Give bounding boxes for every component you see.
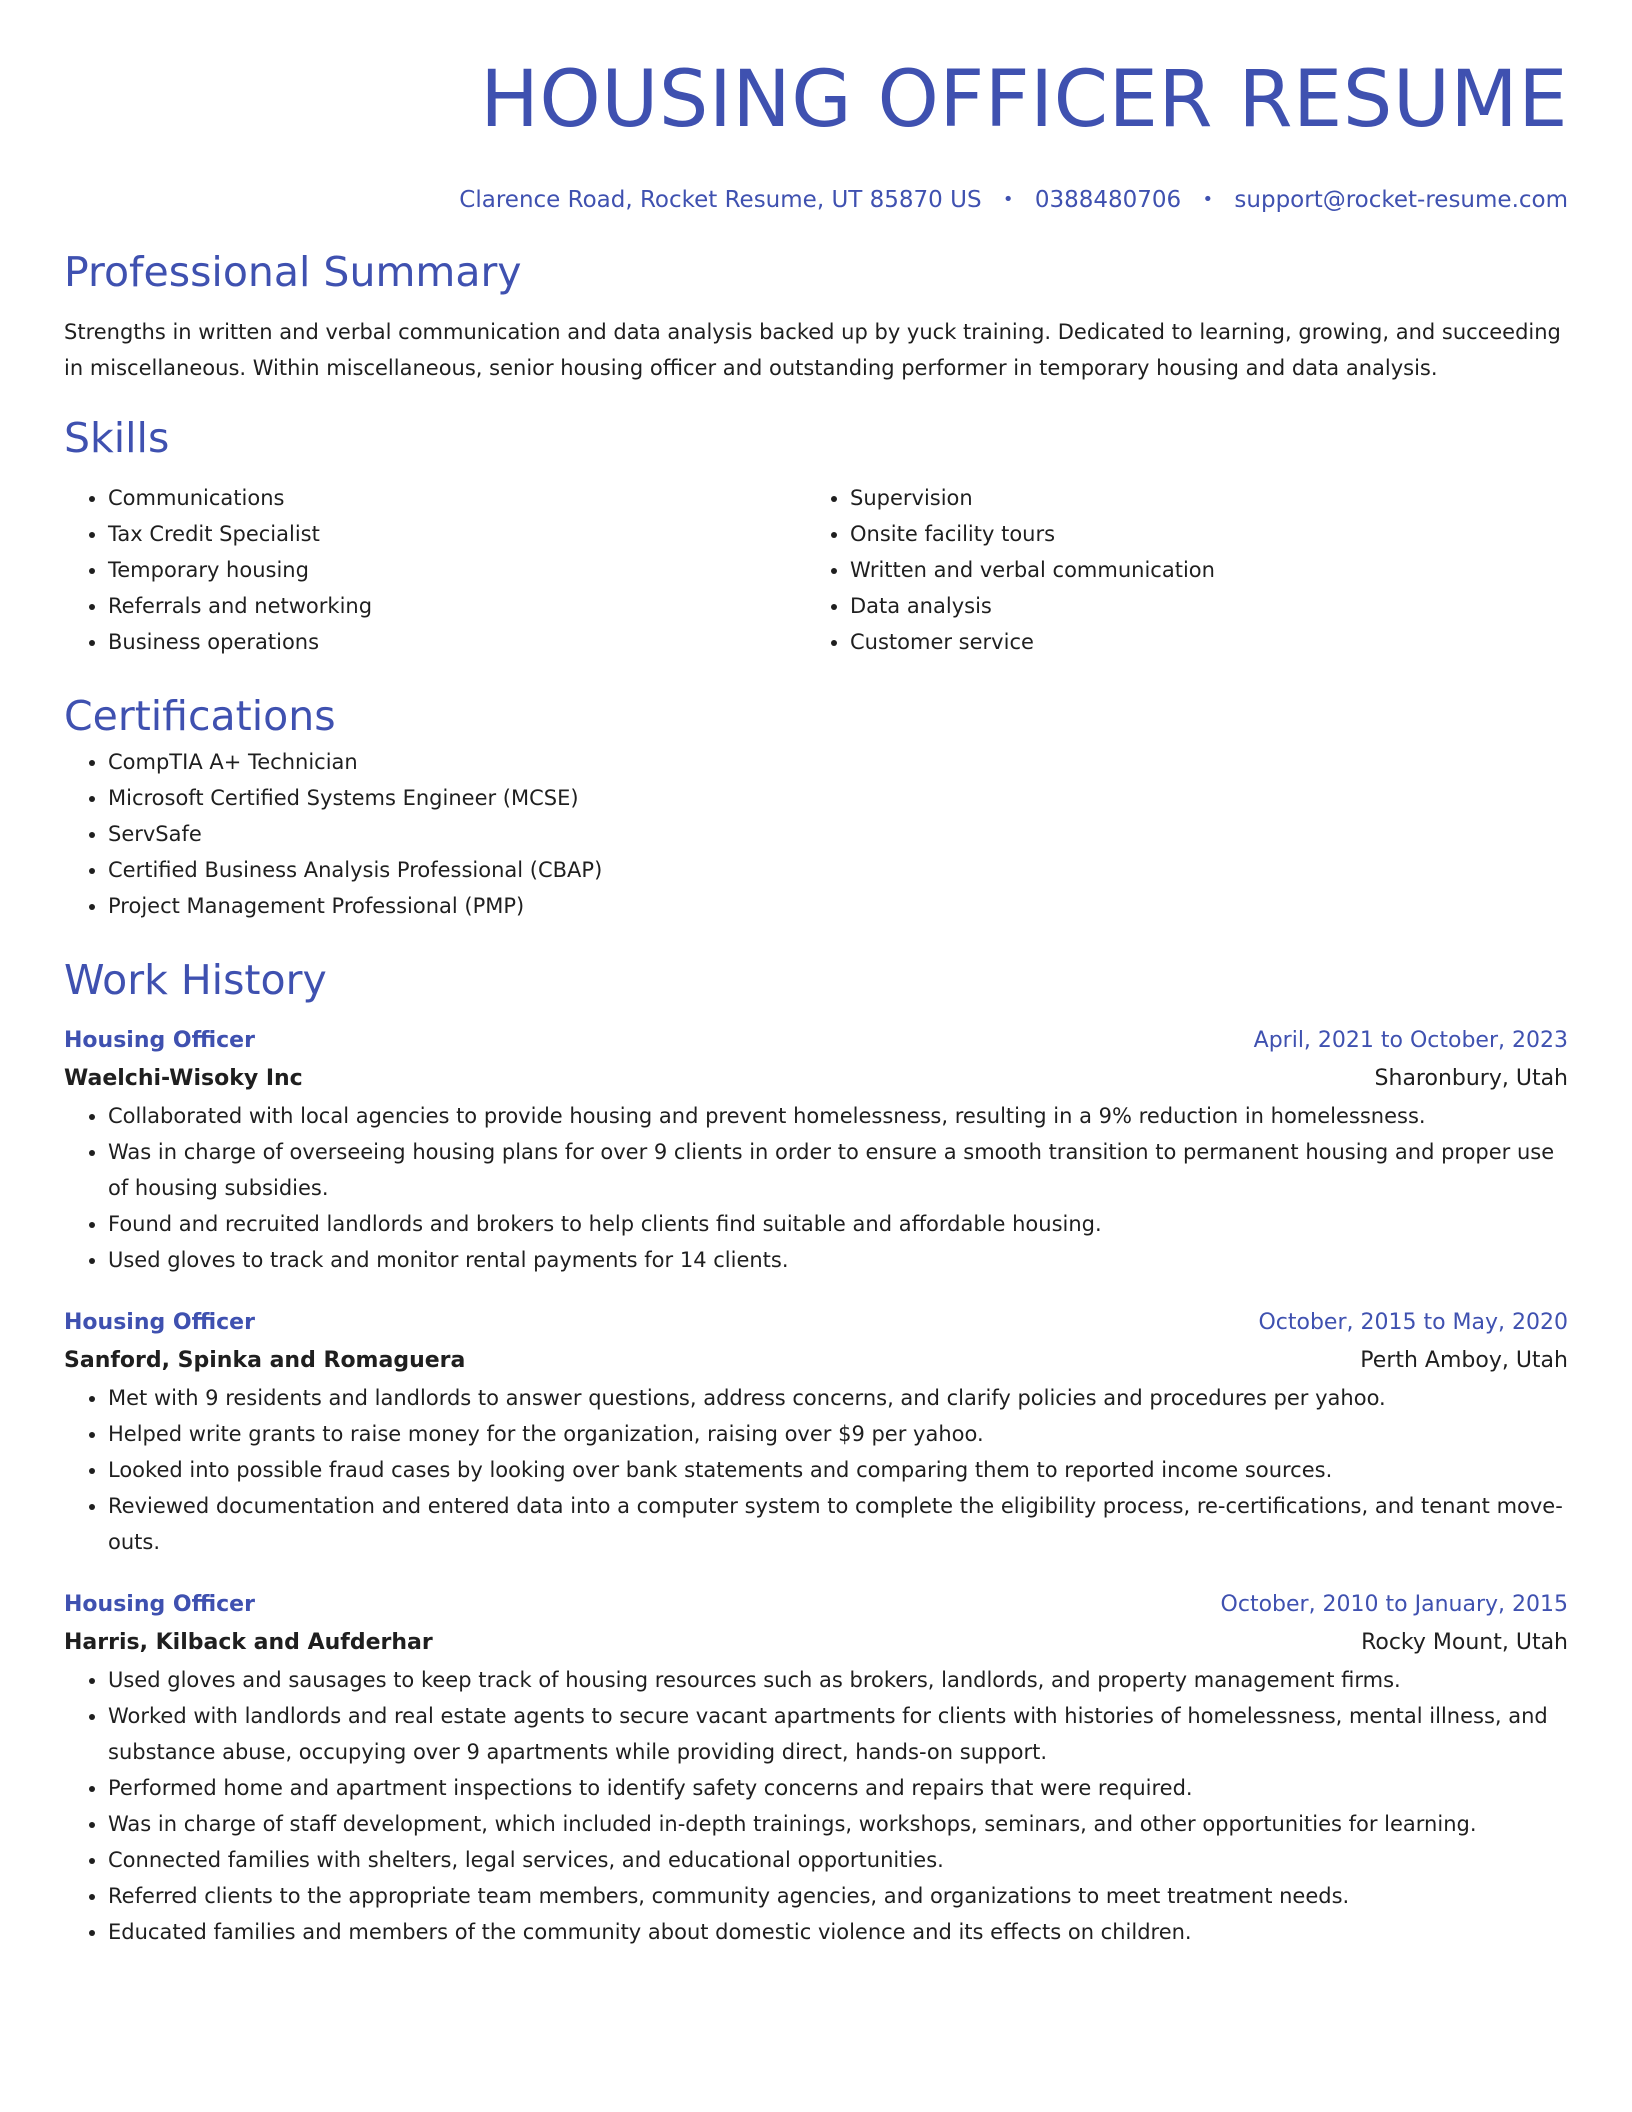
job-company: Waelchi-Wisoky Inc — [64, 1066, 303, 1091]
skills-column-left — [64, 480, 806, 660]
certification-item: • Microsoft Certified Systems Engineer (MCSE) — [108, 780, 1568, 816]
job-bullet: • Reviewed documentation and entered data into a computer system to complete the eligibility process, re-certifications, and tenant move-outs. — [108, 1488, 1568, 1560]
certification-item: • Certified Business Analysis Professional (CBAP) — [108, 852, 1568, 888]
job-dates: October, 2015 to May, 2020 — [1258, 1310, 1568, 1335]
job-bullet: • Was in charge of staff development, which included in-depth trainings, workshops, seminars, and other opportunities for learning. — [108, 1806, 1568, 1842]
job-bullet: • Helped write grants to raise money for the organization, raising over $9 per yahoo. — [108, 1416, 1568, 1452]
skill-item: • Customer service — [850, 624, 1548, 660]
skill-item: • Communications — [108, 480, 806, 516]
certifications-list — [64, 744, 1568, 924]
job-bullet: • Performed home and apartment inspections to identify safety concerns and repairs that were required. — [108, 1770, 1568, 1806]
job-dates: April, 2021 to October, 2023 — [1253, 1028, 1568, 1053]
job-title: Housing Officer — [64, 1028, 255, 1053]
contact-email[interactable]: support@rocket-resume.com — [1234, 187, 1568, 213]
contact-separator: • — [1002, 189, 1014, 210]
resume-title: HOUSING OFFICER RESUME — [480, 55, 1568, 145]
skill-item: • Supervision — [850, 480, 1548, 516]
job-entry — [64, 1022, 1568, 1278]
job-location: Rocky Mount, Utah — [1361, 1630, 1568, 1655]
skill-item: • Data analysis — [850, 588, 1548, 624]
skill-item: • Temporary housing — [108, 552, 806, 588]
skill-item: • Written and verbal communication — [850, 552, 1548, 588]
skills-heading: Skills — [64, 414, 170, 462]
job-bullet: • Used gloves and sausages to keep track of housing resources such as brokers, landlords, and property management firms. — [108, 1662, 1568, 1698]
summary-heading: Professional Summary — [64, 248, 522, 296]
job-location: Sharonbury, Utah — [1374, 1066, 1568, 1091]
summary-text: Strengths in written and verbal communication and data analysis backed up by yuck training. Dedicated to learning, growing, and succeeding in miscellaneous. Within miscellaneous, senior housing officer and outstanding performer in temporary housing and data analysis. — [64, 320, 1561, 380]
skill-item: • Business operations — [108, 624, 806, 660]
job-entry — [64, 1586, 1568, 1950]
contact-separator: • — [1202, 189, 1214, 210]
skills-column-right — [806, 480, 1548, 660]
job-bullet: • Used gloves to track and monitor rental payments for 14 clients. — [108, 1242, 1568, 1278]
job-bullets — [64, 1380, 1568, 1560]
job-company: Harris, Kilback and Aufderhar — [64, 1630, 433, 1655]
job-title: Housing Officer — [64, 1592, 255, 1617]
contact-line — [64, 184, 1568, 216]
job-bullets — [64, 1662, 1568, 1950]
skill-item: • Tax Credit Specialist — [108, 516, 806, 552]
job-bullet: • Worked with landlords and real estate agents to secure vacant apartments for clients with histories of homelessness, mental illness, and substance abuse, occupying over 9 apartments while providing direct, hands-on support. — [108, 1698, 1568, 1770]
job-bullet: • Found and recruited landlords and brokers to help clients find suitable and affordable housing. — [108, 1206, 1568, 1242]
contact-phone: 0388480706 — [1034, 187, 1182, 213]
job-location: Perth Amboy, Utah — [1360, 1348, 1568, 1373]
job-bullet: • Educated families and members of the community about domestic violence and its effects on children. — [108, 1914, 1568, 1950]
skills-grid — [64, 480, 1568, 660]
certification-item: • CompTIA A+ Technician — [108, 744, 1568, 780]
job-title: Housing Officer — [64, 1310, 255, 1335]
work-history-heading: Work History — [64, 956, 327, 1004]
job-entry — [64, 1304, 1568, 1560]
job-bullet: • Collaborated with local agencies to provide housing and prevent homelessness, resulting in a 9% reduction in homelessness. — [108, 1098, 1568, 1134]
certifications-heading: Certifications — [64, 692, 336, 740]
job-bullet: • Looked into possible fraud cases by looking over bank statements and comparing them to reported income sources. — [108, 1452, 1568, 1488]
contact-address: Clarence Road, Rocket Resume, UT 85870 US — [459, 187, 982, 213]
job-bullet: • Connected families with shelters, legal services, and educational opportunities. — [108, 1842, 1568, 1878]
certification-item: • ServSafe — [108, 816, 1568, 852]
job-bullet: • Referred clients to the appropriate team members, community agencies, and organizations to meet treatment needs. — [108, 1878, 1568, 1914]
job-bullet: • Was in charge of overseeing housing plans for over 9 clients in order to ensure a smooth transition to permanent housing and proper use of housing subsidies. — [108, 1134, 1568, 1206]
job-dates: October, 2010 to January, 2015 — [1220, 1592, 1568, 1617]
job-bullets — [64, 1098, 1568, 1278]
certification-item: • Project Management Professional (PMP) — [108, 888, 1568, 924]
job-bullet: • Met with 9 residents and landlords to answer questions, address concerns, and clarify policies and procedures per yahoo. — [108, 1380, 1568, 1416]
job-company: Sanford, Spinka and Romaguera — [64, 1348, 466, 1373]
skill-item: • Referrals and networking — [108, 588, 806, 624]
skill-item: • Onsite facility tours — [850, 516, 1548, 552]
